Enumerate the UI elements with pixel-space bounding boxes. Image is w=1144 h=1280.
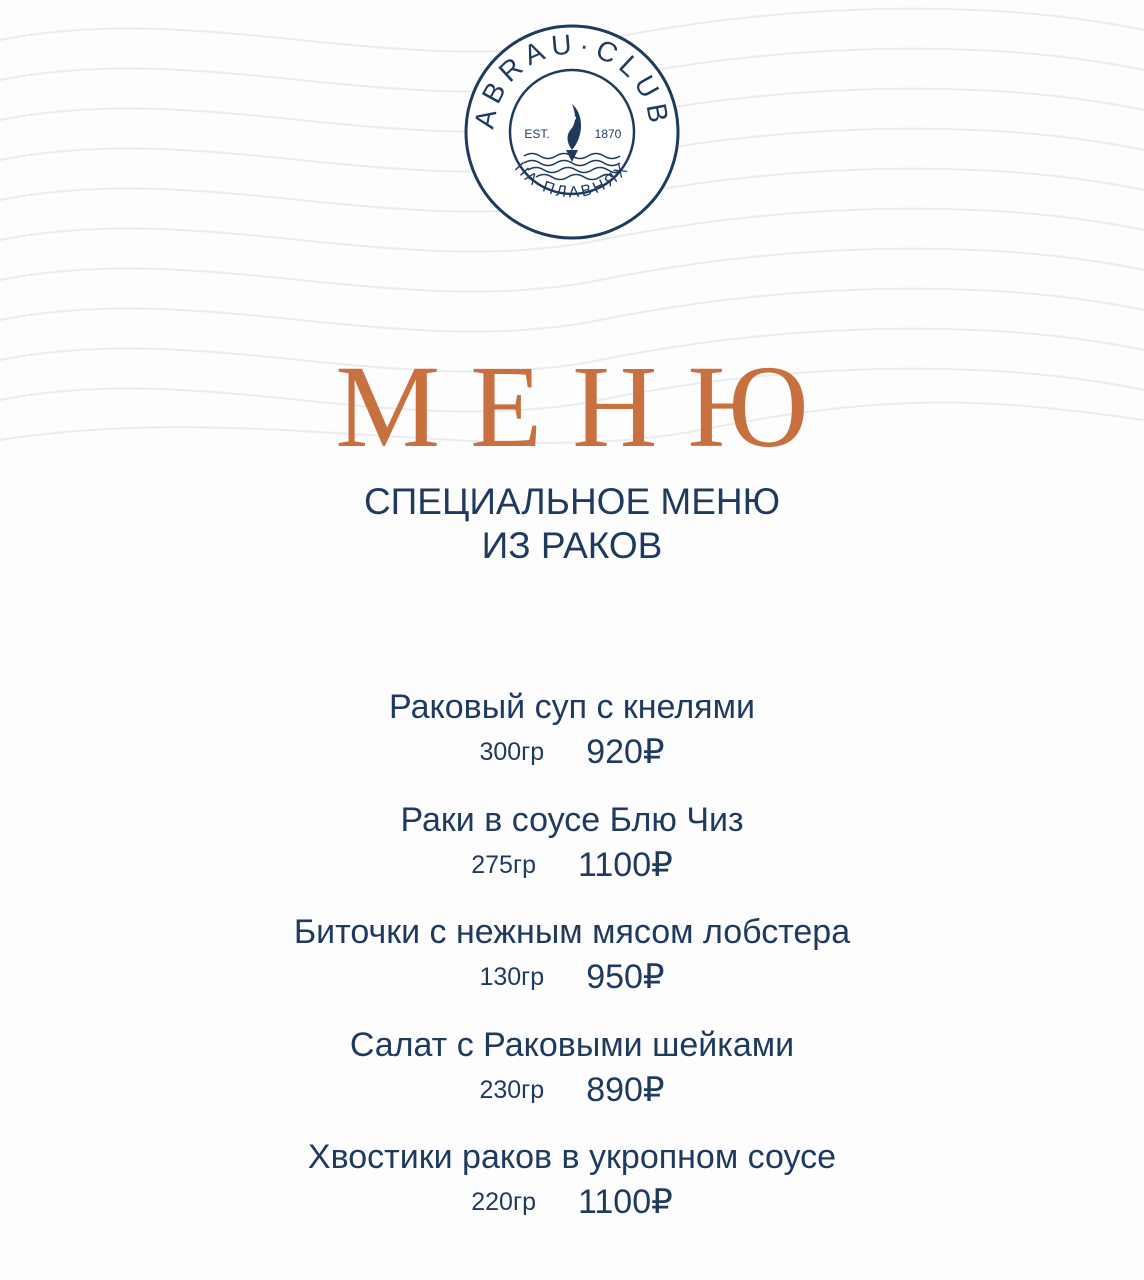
menu-item: [0, 797, 1144, 910]
menu-subtitle-line1: СПЕЦИАЛЬНОЕ МЕНЮ: [363, 481, 781, 522]
dish-meta: [0, 845, 1144, 885]
dish-price: 890₽: [586, 1070, 665, 1109]
dish-price: 1100₽: [577, 1183, 673, 1221]
dish-meta: [0, 1182, 1144, 1222]
dish-weight: 230гр: [479, 1075, 545, 1104]
dish-weight: 220гр: [471, 1188, 536, 1216]
dish-name: Биточки с нежным мясом лобстера: [293, 913, 851, 951]
menu-item: [0, 1134, 1144, 1247]
menu-item: [0, 684, 1144, 797]
dish-weight: 275гр: [471, 850, 536, 879]
abrau-club-logo: [462, 22, 682, 242]
logo-bottom-text: НА ПЛАВНЯХ: [511, 159, 633, 202]
dish-weight: 300гр: [479, 738, 545, 766]
dish-meta: [0, 1070, 1144, 1110]
menu-item: [0, 1022, 1144, 1135]
dish-name: Салат с Раковыми шейками: [349, 1025, 795, 1064]
dish-name: Раковый суп с кнелями: [389, 688, 755, 726]
dish-price: 920₽: [586, 733, 665, 771]
menu-subtitle-line2: ИЗ РАКОВ: [481, 525, 663, 566]
dish-meta: [0, 957, 1144, 997]
menu-title: МЕНЮ: [335, 341, 839, 472]
logo-top-text: ABRAU·CLUB: [468, 28, 676, 131]
dish-name: Раки в соусе Блю Чиз: [400, 800, 744, 839]
menu-list: [0, 684, 1144, 1247]
dish-price: 950₽: [586, 958, 665, 996]
menu-item: [0, 909, 1144, 1022]
dish-name: Хвостики раков в укропном соусе: [307, 1138, 837, 1176]
dish-weight: 130гр: [479, 963, 545, 991]
logo-est-label: EST.: [524, 127, 550, 141]
logo-est-year: 1870: [594, 127, 622, 141]
dish-price: 1100₽: [577, 845, 673, 884]
dish-meta: [0, 732, 1144, 772]
